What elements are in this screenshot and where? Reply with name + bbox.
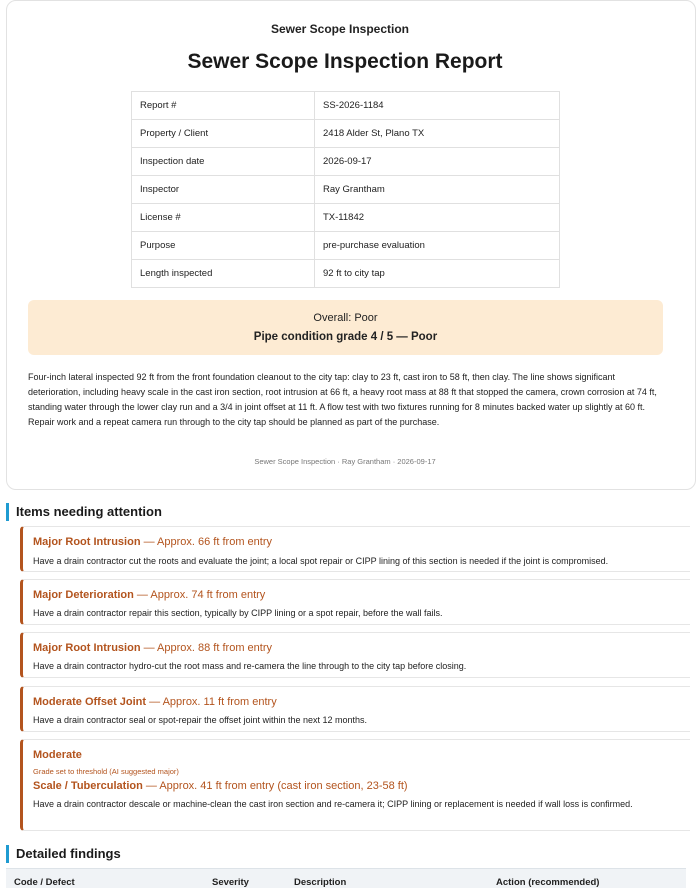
meta-row — [132, 92, 560, 120]
report-title: Sewer Scope Inspection Report — [187, 50, 503, 73]
attention-item-action: Have a drain contractor hydro-cut the root mass and re-camera the line through to the city tap before closing. — [33, 661, 467, 671]
meta-value: 2418 Alder St, Plano TX — [315, 120, 560, 148]
attention-item — [20, 526, 690, 572]
location-label: — Approx. 11 ft from entry — [146, 696, 277, 708]
severity-label: Moderate Offset Joint — [33, 696, 147, 708]
meta-value: SS-2026-1184 — [315, 92, 560, 120]
meta-row — [132, 120, 560, 148]
attention-heading: Items needing attention — [6, 503, 162, 521]
attention-item — [20, 579, 690, 625]
severity-label: Major Root Intrusion — [33, 642, 141, 654]
attention-item-title — [33, 696, 277, 708]
meta-row — [132, 260, 560, 288]
attention-item-action: Have a drain contractor cut the roots and evaluate the joint; a local spot repair or CIPP lining of this section is needed if the joint is compromised. — [33, 556, 609, 566]
attention-item-action: Have a drain contractor repair this section, typically by CIPP lining or a spot repair, before the wall fails. — [33, 608, 443, 618]
attention-item-title — [33, 642, 272, 654]
report-meta-table — [131, 91, 560, 288]
overall-rating-banner — [28, 300, 663, 355]
meta-value: pre-purchase evaluation — [315, 232, 560, 260]
meta-label: Purpose — [132, 232, 315, 260]
severity-label: Major Root Intrusion — [33, 536, 141, 548]
overall-label: Overall: Poor — [313, 312, 378, 324]
meta-value: 2026-09-17 — [315, 148, 560, 176]
meta-label: License # — [132, 204, 315, 232]
meta-row — [132, 232, 560, 260]
severity-label: Moderate — [33, 749, 82, 761]
column-header: Code / Defect — [14, 877, 75, 888]
document-header: Sewer Scope Inspection — [270, 22, 410, 36]
severity-label: Major Deterioration — [33, 589, 134, 601]
attention-item — [20, 686, 690, 732]
location-label: — Approx. 66 ft from entry — [140, 536, 272, 548]
attention-item-title — [33, 749, 82, 761]
meta-row — [132, 148, 560, 176]
attention-item-subtitle — [33, 780, 408, 792]
meta-value: Ray Grantham — [315, 176, 560, 204]
attention-item-title — [33, 536, 272, 548]
location-label: — Approx. 88 ft from entry — [140, 642, 272, 654]
attention-item — [20, 632, 690, 678]
grade-override-note: Grade set to threshold (AI suggested major) — [33, 767, 179, 776]
location-label: — Approx. 74 ft from entry — [133, 589, 266, 601]
meta-value: TX-11842 — [315, 204, 560, 232]
findings-heading: Detailed findings — [6, 845, 121, 863]
meta-label: Report # — [132, 92, 315, 120]
location-label: — Approx. 41 ft from entry (cast iron section, 23-58 ft) — [142, 780, 408, 792]
condition-grade: Pipe condition grade 4 / 5 — Poor — [253, 331, 438, 343]
attention-item-action: Have a drain contractor seal or spot-repair the offset joint within the next 12 months. — [33, 715, 368, 725]
meta-row — [132, 204, 560, 232]
column-header: Severity — [212, 877, 249, 888]
report-footer: Sewer Scope Inspection · Ray Grantham · 2026-09-17 — [254, 457, 436, 466]
column-header: Action (recommended) — [496, 877, 600, 888]
column-header: Description — [294, 877, 347, 888]
attention-item-title — [33, 589, 265, 601]
meta-label: Inspection date — [132, 148, 315, 176]
meta-value: 92 ft to city tap — [315, 260, 560, 288]
findings-table-header — [6, 868, 686, 888]
meta-label: Inspector — [132, 176, 315, 204]
meta-row — [132, 176, 560, 204]
inspection-summary: Four-inch lateral inspected 92 ft from the front foundation cleanout to the city tap: clay to 23 ft, cast iron to 58 ft, then clay. The line shows significant deterioration, including heavy scale in the cast iron section, root intrusion at 66 ft, a heavy root mass at 88 ft that stopped the camera, crown corrosion at 74 ft, standing water through the lower clay run and a 3/4 in joint offset at 11 ft. A flow test with two fixtures running for 8 minutes backed water up slightly at 60 ft. Repair work and a repeat camera run through to the city tap should be planned as part of the purchase. — [28, 372, 657, 427]
attention-item — [20, 739, 690, 831]
meta-label: Length inspected — [132, 260, 315, 288]
attention-item-action: Have a drain contractor descale or machine-clean the cast iron section and re-camera it; CIPP lining or replacement is needed if wall loss is confirmed. — [33, 799, 633, 809]
defect-label: Scale / Tuberculation — [33, 780, 143, 792]
meta-label: Property / Client — [132, 120, 315, 148]
